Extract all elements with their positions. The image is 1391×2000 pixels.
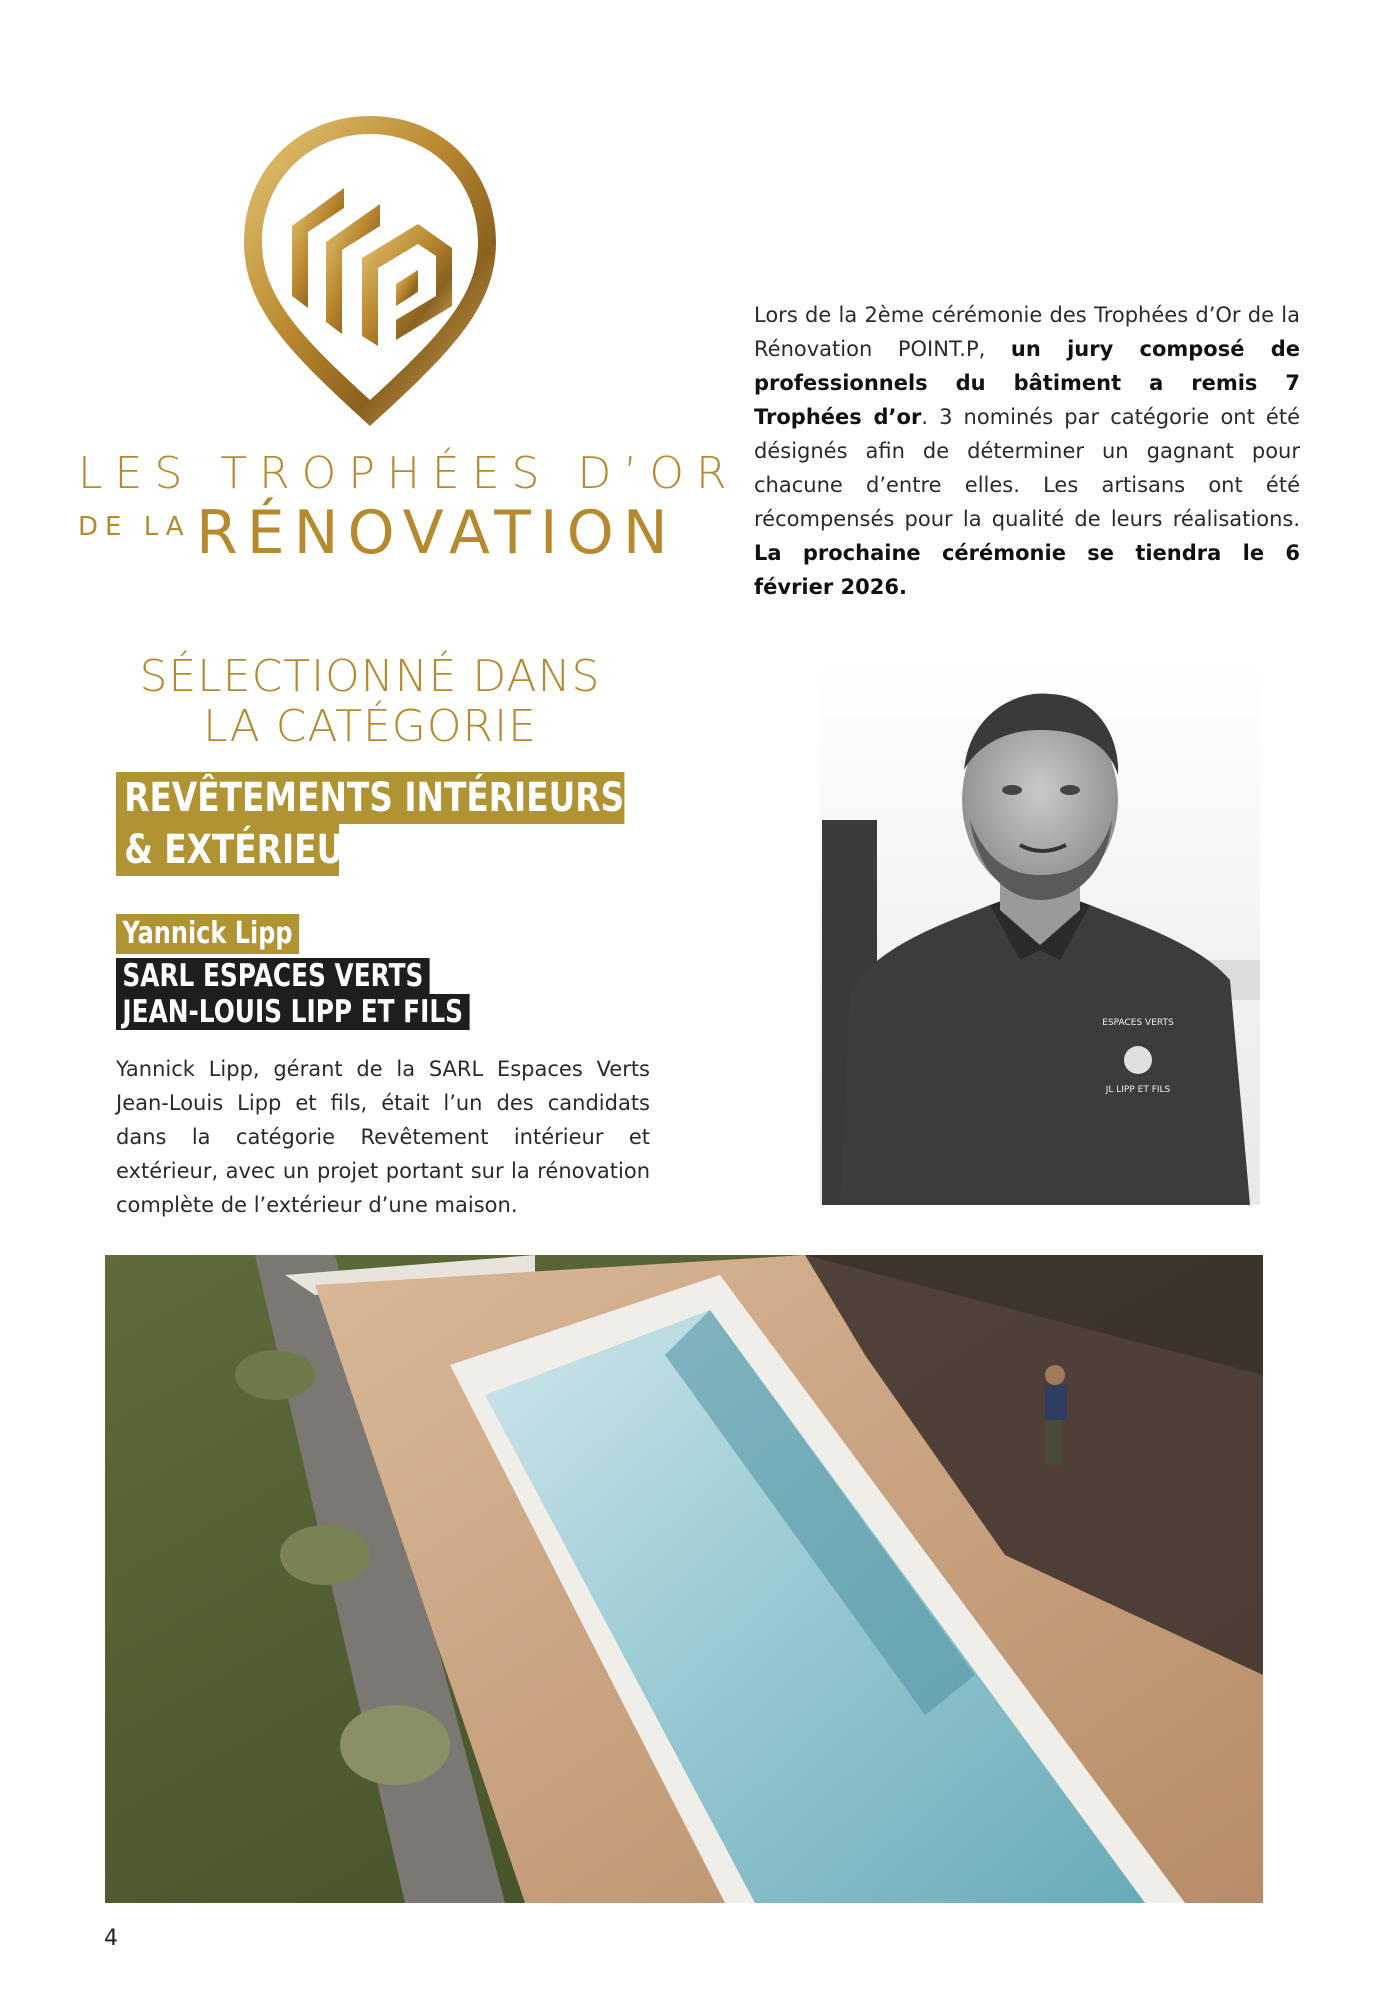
intro-text-2: . 3 nominés par catégorie ont été désignés afin de déterminer un gagnant pour chacune d’entre elles. Les artisans ont été récompensés pour la qualité de leurs réalisations. bbox=[754, 405, 1301, 531]
logo-renovation: RÉNOVATION bbox=[196, 498, 677, 568]
selection-title-line1: SÉLECTIONNÉ DANS bbox=[139, 651, 601, 702]
selection-title bbox=[110, 652, 630, 752]
logo-title-line1: LES TROPHÉES D’OR bbox=[78, 448, 739, 499]
company-line1: SARL ESPACES VERTS bbox=[116, 958, 430, 994]
shirt-logo-line1: ESPACES VERTS bbox=[1102, 1018, 1174, 1028]
page-number: 4 bbox=[104, 1926, 118, 1951]
pool-aerial-photo bbox=[105, 1255, 1263, 1903]
candidate-description: Yannick Lipp, gérant de la SARL Espaces Verts Jean-Louis Lipp et fils, était l’un des candidats dans la catégorie Revêtement intérieur et extérieur, avec un projet portant sur la rénovation complète de l’extérieur d’une maison. bbox=[116, 1057, 650, 1217]
logo-de-la: DE LA bbox=[78, 512, 191, 542]
category-line2: & EXTÉRIEURS bbox=[116, 824, 339, 876]
portrait-photo bbox=[820, 660, 1260, 1205]
intro-bold-1: un jury composé de professionnels du bâtiment a remis 7 Trophées d’or bbox=[754, 337, 1300, 429]
candidate-name-tag: Yannick Lipp bbox=[116, 914, 299, 954]
company-name-block bbox=[116, 958, 558, 1030]
trophy-logo-emblem bbox=[230, 108, 510, 433]
intro-bold-2: La prochaine cérémonie se tiendra le 6 février 2026. bbox=[754, 541, 1300, 599]
selection-title-line2: LA CATÉGORIE bbox=[203, 701, 537, 752]
category-line1: REVÊTEMENTS INTÉRIEURS bbox=[116, 772, 624, 824]
intro-text-1: Lors de la 2ème cérémonie des Trophées d’Or de la Rénovation POINT.P, bbox=[754, 303, 1300, 361]
intro-paragraph bbox=[754, 298, 1300, 604]
company-line2: JEAN-LOUIS LIPP ET FILS bbox=[116, 994, 469, 1030]
shirt-logo-line2: JL LIPP ET FILS bbox=[1105, 1085, 1171, 1095]
